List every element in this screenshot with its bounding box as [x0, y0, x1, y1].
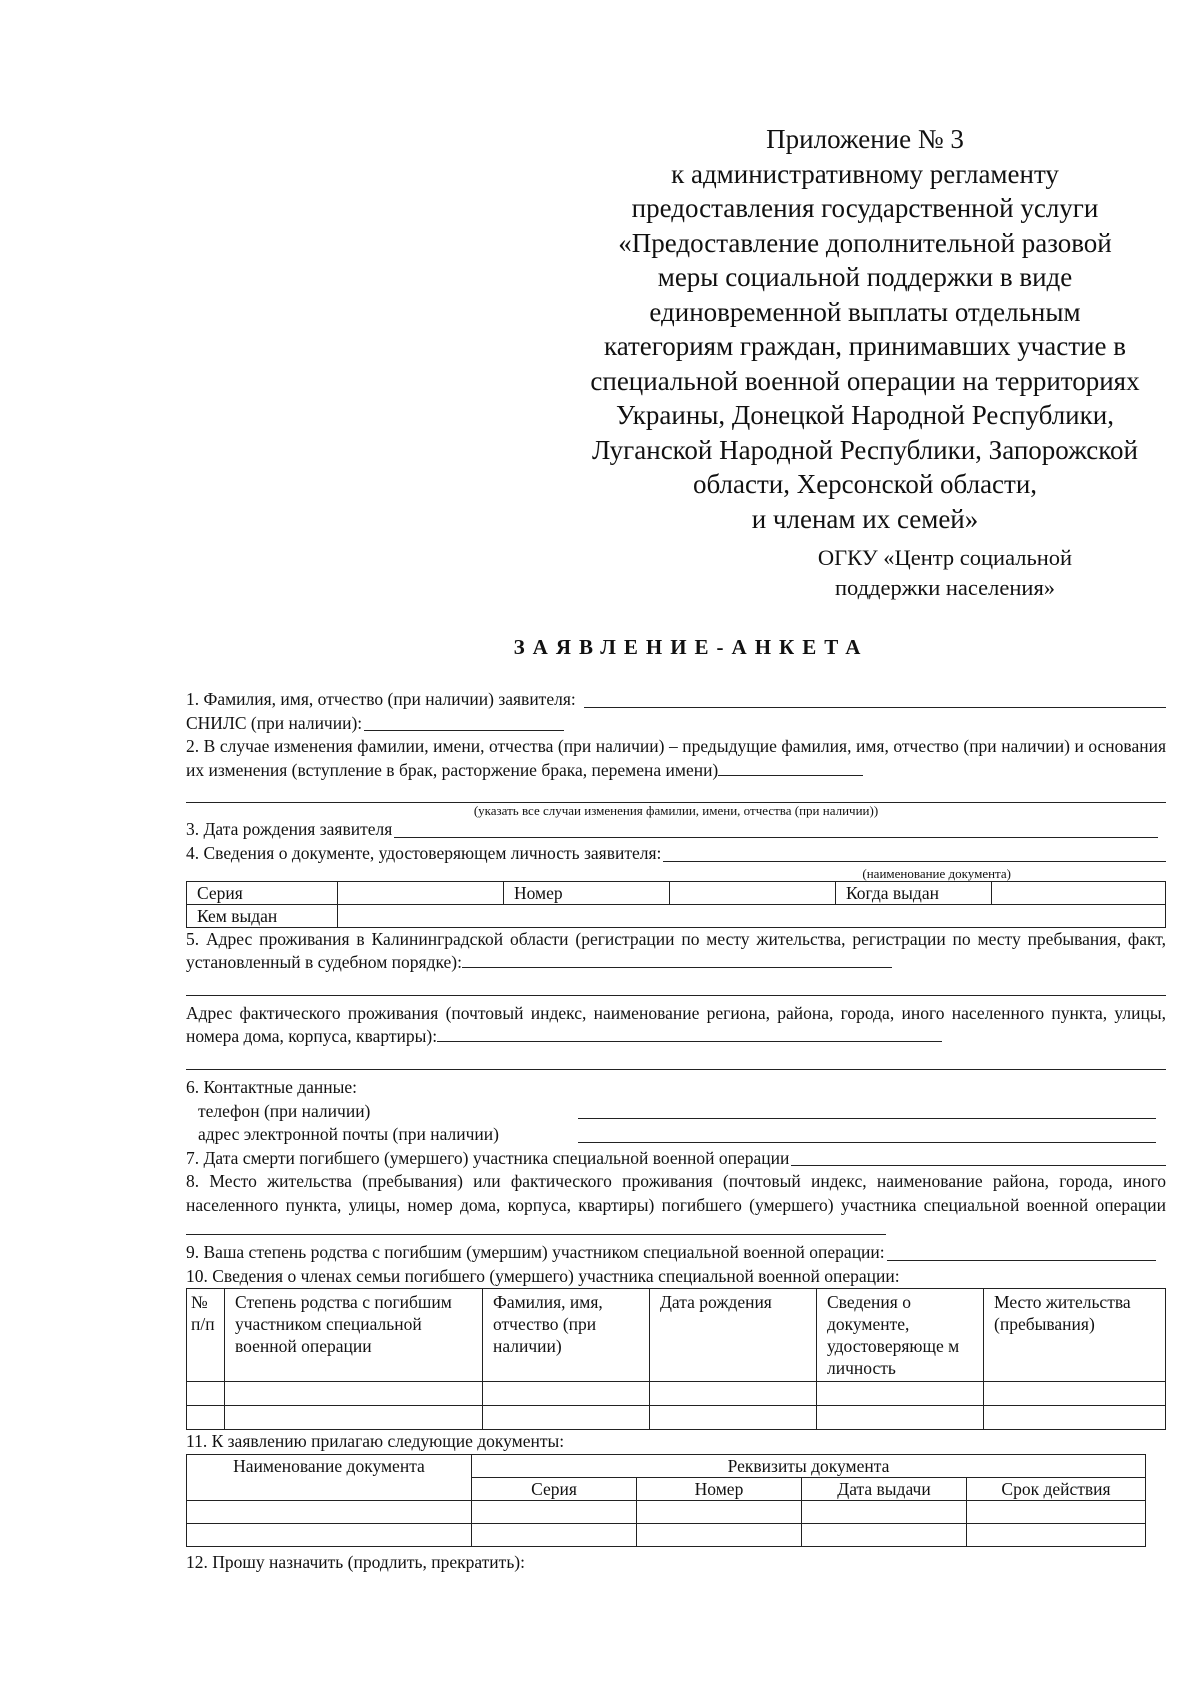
field-caption: (указать все случаи изменения фамилии, имени, отчества (при наличии))	[473, 803, 879, 819]
table-header-row	[187, 1454, 1146, 1477]
table-row	[187, 1406, 1166, 1430]
id-document-table	[186, 881, 1166, 928]
appendix-line: Приложение № 3	[766, 124, 964, 154]
table-cell-input[interactable]	[650, 1382, 817, 1406]
field-phone	[186, 1100, 1166, 1124]
table-cell: Кем выдан	[187, 904, 338, 927]
appendix-line: Луганской Народной Республики, Запорожской	[592, 434, 1138, 465]
table-cell-input[interactable]	[187, 1406, 225, 1430]
deceased-address-input[interactable]	[186, 1218, 886, 1235]
field-actual-address	[186, 1002, 1166, 1049]
appendix-line: категориям граждан, принимавших участие в	[604, 331, 1126, 361]
field-label: адрес электронной почты (при наличии)	[198, 1124, 499, 1145]
table-cell-input[interactable]	[817, 1406, 984, 1430]
field-birth-date	[186, 818, 1166, 842]
appendix-line: меры социальной поддержки в виде	[657, 262, 1073, 292]
table-row	[187, 881, 1166, 904]
table-cell-input[interactable]	[802, 1523, 967, 1546]
series-input[interactable]	[338, 881, 504, 904]
organization-line-1: ОГКУ «Центр социальной	[817, 545, 1073, 570]
column-header: Степень родства с погибшим участником специальной военной операции	[225, 1289, 483, 1382]
table-cell-input[interactable]	[483, 1382, 650, 1406]
field-label: телефон (при наличии)	[198, 1100, 371, 1121]
table-cell: Серия	[187, 881, 338, 904]
field-registration-address	[186, 928, 1166, 975]
table-cell-input[interactable]	[187, 1523, 472, 1546]
table-cell-input[interactable]	[984, 1406, 1166, 1430]
page-title: ЗАЯВЛЕНИЕ-АНКЕТА	[513, 635, 869, 659]
actual-address-input[interactable]	[437, 1025, 942, 1042]
field-snils	[186, 712, 1166, 736]
table-header-row	[187, 1289, 1166, 1382]
table-cell-input[interactable]	[225, 1382, 483, 1406]
column-header: Фамилия, имя, отчество (при наличии)	[483, 1289, 650, 1382]
actual-address-line[interactable]	[186, 1049, 1166, 1070]
field-label: СНИЛС (при наличии):	[186, 712, 363, 733]
appendix-header	[560, 122, 1170, 536]
appendix-line: Украины, Донецкой Народной Республики,	[616, 400, 1114, 430]
id-document-input[interactable]	[663, 844, 1166, 862]
birth-date-input[interactable]	[394, 820, 1158, 838]
table-cell-input[interactable]	[637, 1523, 802, 1546]
request-heading: 12. Прошу назначить (продлить, прекратить):	[186, 1551, 525, 1572]
email-input[interactable]	[578, 1125, 1156, 1143]
previous-names-input[interactable]	[718, 759, 863, 776]
field-label: 2. В случае изменения фамилии, имени, отчества (при наличии) – предыдущие фамилия, имя, отчество (при наличии) и основания их изменения (вступление в брак, расторжение брака, перемена имени)	[186, 736, 1166, 780]
field-applicant-name	[186, 688, 1166, 712]
field-previous-names	[186, 735, 1166, 782]
field-label: 7. Дата смерти погибшего (умершего) участника специальной военной операции	[186, 1147, 790, 1168]
table-cell-input[interactable]	[187, 1500, 472, 1523]
attached-documents-table	[186, 1454, 1146, 1547]
table-cell-input[interactable]	[984, 1382, 1166, 1406]
field-deceased-address	[186, 1170, 1166, 1241]
table-cell-input[interactable]	[472, 1523, 637, 1546]
registration-address-input[interactable]	[462, 951, 892, 968]
field-id-document	[186, 842, 1166, 866]
column-header: Место жительства (пребывания)	[984, 1289, 1166, 1382]
appendix-line: и членам их семей»	[751, 503, 979, 534]
table-row	[187, 1382, 1166, 1406]
appendix-line: области, Херсонской области,	[692, 469, 1038, 499]
appendix-line: специальной военной операции на территориях	[590, 365, 1140, 396]
table-cell-input[interactable]	[650, 1406, 817, 1430]
relationship-input[interactable]	[887, 1243, 1156, 1261]
table-cell-input[interactable]	[187, 1382, 225, 1406]
appendix-line: предоставления государственной услуги	[631, 193, 1099, 223]
table-cell-input[interactable]	[817, 1382, 984, 1406]
column-header: Сведения о документе, удостоверяюще м личность	[817, 1289, 984, 1382]
field-label: 4. Сведения о документе, удостоверяющем личность заявителя:	[186, 842, 662, 863]
field-label: 5. Адрес проживания в Калининградской области (регистрации по месту жительства, регистрации по месту пребывания, факт, установленный в судебном порядке):	[186, 928, 1166, 973]
appendix-line: «Предоставление дополнительной разовой	[618, 227, 1112, 258]
column-header: Срок действия	[967, 1477, 1146, 1500]
field-label: 8. Место жительства (пребывания) или фактического проживания (почтовый индекс, наименование района, города, иного населенного пункта, улицы, номер дома, корпуса, квартиры) погибшего (умершего) участника специальной военной операции	[186, 1171, 1166, 1215]
table-cell-input[interactable]	[225, 1406, 483, 1430]
field-label: 1. Фамилия, имя, отчество (при наличии) заявителя:	[186, 689, 576, 709]
field-caption: (наименование документа)	[862, 865, 1011, 881]
previous-names-line[interactable]	[186, 782, 1166, 803]
table-cell-input[interactable]	[637, 1500, 802, 1523]
table-cell-input[interactable]	[472, 1500, 637, 1523]
field-death-date	[186, 1147, 1166, 1171]
table-cell-input[interactable]	[483, 1406, 650, 1430]
field-label: 3. Дата рождения заявителя	[186, 819, 393, 840]
number-input[interactable]	[670, 881, 836, 904]
attached-documents-heading: 11. К заявлению прилагаю следующие документы:	[186, 1431, 565, 1452]
column-header: Номер	[637, 1477, 802, 1500]
application-form	[186, 688, 1166, 1574]
column-header: Дата выдачи	[802, 1477, 967, 1500]
column-header: № п/п	[187, 1289, 225, 1382]
phone-input[interactable]	[578, 1101, 1156, 1119]
issued-when-input[interactable]	[992, 881, 1166, 904]
recipient-organization	[760, 543, 1130, 603]
applicant-name-input[interactable]	[584, 690, 1166, 708]
field-label: Адрес фактического проживания (почтовый индекс, наименование региона, района, города, иного населенного пункта, улицы, номера дома, корпуса, квартиры):	[186, 1002, 1166, 1047]
contacts-heading: 6. Контактные данные:	[186, 1076, 358, 1097]
table-row	[187, 904, 1166, 927]
appendix-line: к административному регламенту	[671, 158, 1059, 189]
issued-by-input[interactable]	[338, 904, 1166, 927]
table-cell-input[interactable]	[802, 1500, 967, 1523]
column-header: Серия	[472, 1477, 637, 1500]
field-email	[186, 1123, 1166, 1147]
death-date-input[interactable]	[791, 1148, 1166, 1166]
snils-input[interactable]	[364, 713, 564, 731]
family-members-table	[186, 1288, 1166, 1430]
registration-address-line[interactable]	[186, 975, 1166, 996]
field-relationship	[186, 1241, 1166, 1265]
table-cell: Когда выдан	[836, 881, 992, 904]
table-row	[187, 1500, 1146, 1523]
appendix-line: единовременной выплаты отдельным	[649, 296, 1081, 327]
family-members-heading: 10. Сведения о членах семьи погибшего (умершего) участника специальной военной операции:	[186, 1265, 900, 1286]
field-label: 9. Ваша степень родства с погибшим (умершим) участником специальной военной операции:	[186, 1242, 885, 1263]
column-header: Наименование документа	[187, 1454, 472, 1500]
table-row	[187, 1523, 1146, 1546]
table-cell-input[interactable]	[967, 1523, 1146, 1546]
column-header: Дата рождения	[650, 1289, 817, 1382]
organization-line-2: поддержки населения»	[834, 575, 1056, 600]
table-cell-input[interactable]	[967, 1500, 1146, 1523]
column-header: Реквизиты документа	[472, 1454, 1146, 1477]
table-cell: Номер	[504, 881, 670, 904]
